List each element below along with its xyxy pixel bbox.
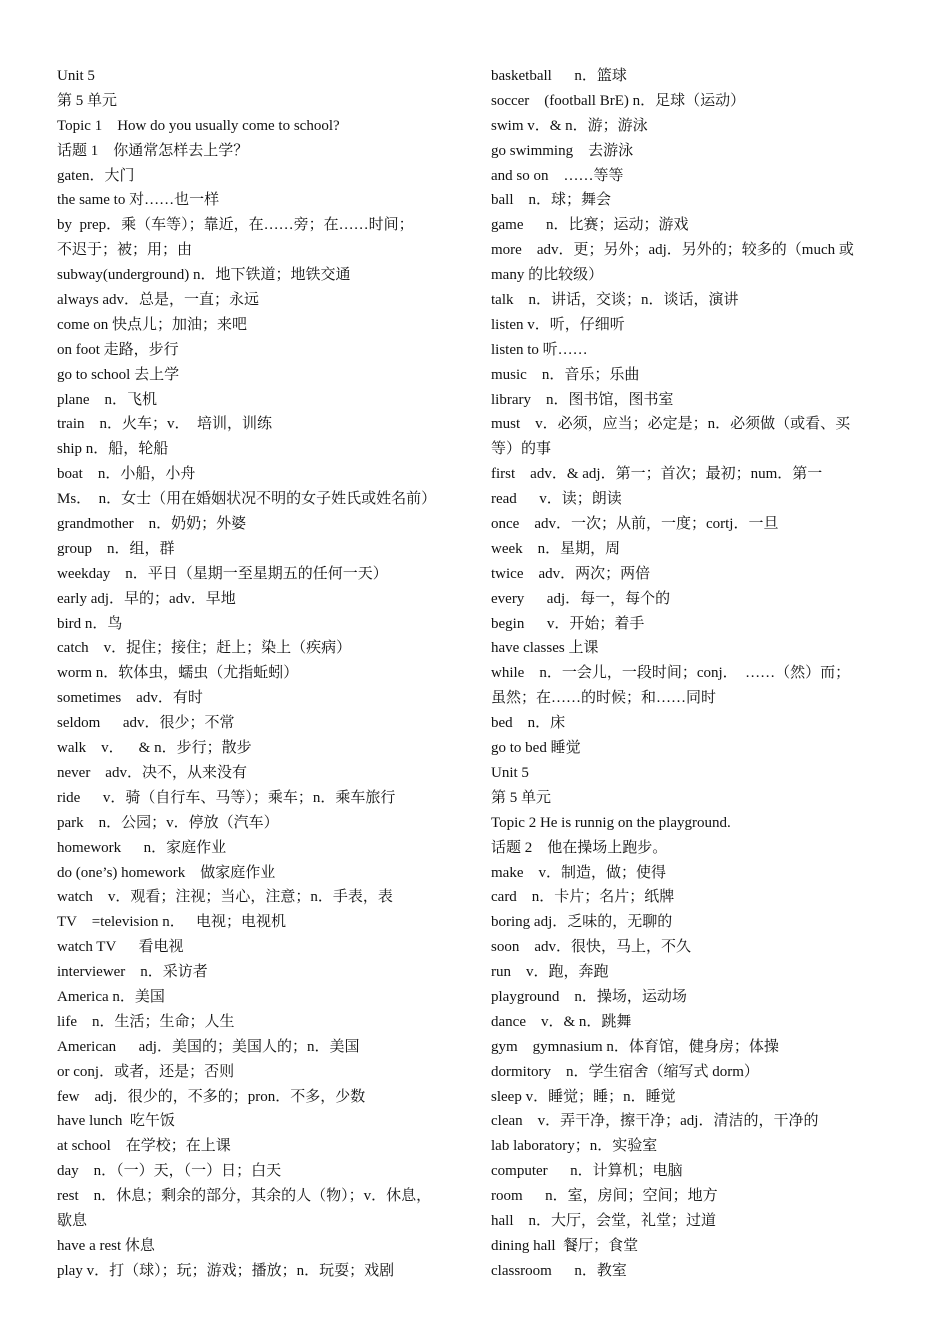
vocab-line: on foot 走路，步行 bbox=[57, 341, 179, 358]
vocab-line: ball n．球；舞会 bbox=[491, 192, 611, 209]
vocab-line: never adv．决不，从来没有 bbox=[57, 764, 247, 781]
vocab-line: boat n．小船，小舟 bbox=[57, 466, 196, 483]
vocab-line: plane n．飞机 bbox=[57, 391, 157, 408]
vocab-line: gaten．大门 bbox=[57, 167, 135, 184]
vocab-line: have classes 上课 bbox=[491, 640, 599, 657]
vocab-line: more adv．更；另外；adj．另外的；较多的（much 或 bbox=[491, 242, 854, 259]
vocab-line: hall n．大厅，会堂，礼堂；过道 bbox=[491, 1212, 716, 1229]
vocab-line: first adv．& adj．第一；首次；最初；num．第一 bbox=[491, 466, 823, 483]
vocab-line: group n．组，群 bbox=[57, 540, 175, 557]
vocab-line: 第 5 单元 bbox=[57, 92, 118, 109]
vocab-line: ship n．船，轮船 bbox=[57, 441, 169, 458]
vocab-line: while n．一会儿，一段时间；conj． ……（然）而； bbox=[491, 665, 851, 682]
vocab-line: dance v．& n．跳舞 bbox=[491, 1013, 632, 1030]
vocab-line: card n．卡片；名片；纸牌 bbox=[491, 889, 675, 906]
vocab-line: soon adv．很快，马上，不久 bbox=[491, 939, 691, 956]
vocab-line: many 的比较级） bbox=[491, 267, 604, 284]
vocab-line: worm n．软体虫，蠕虫（尤指蚯蚓） bbox=[57, 665, 299, 682]
vocab-line: catch v．捉住；接住；赶上；染上（疾病） bbox=[57, 640, 352, 657]
vocab-line: go swimming 去游泳 bbox=[491, 142, 634, 159]
vocab-line: Ms． n．女士（用在婚姻状况不明的女子姓氏或姓名前） bbox=[57, 491, 437, 508]
vocab-line: few adj．很少的，不多的；pron．不多，少数 bbox=[57, 1088, 366, 1105]
vocab-line: week n．星期，周 bbox=[491, 540, 621, 557]
vocab-line: seldom adv．很少；不常 bbox=[57, 715, 235, 732]
vocab-line: 话题 2 他在操场上跑步。 bbox=[491, 839, 668, 856]
vocab-line: American adj．美国的；美国人的；n．美国 bbox=[57, 1038, 360, 1055]
vocab-line: read v．读；朗读 bbox=[491, 491, 622, 508]
vocab-line: watch TV 看电视 bbox=[57, 939, 184, 956]
vocab-line: classroom n．教室 bbox=[491, 1262, 627, 1279]
vocab-line: rest n．休息；剩余的部分，其余的人（物）；v．休息， bbox=[57, 1188, 432, 1205]
vocab-line: soccer (football BrE) n．足球（运动） bbox=[491, 92, 746, 109]
vocab-line: room n．室，房间；空间；地方 bbox=[491, 1188, 718, 1205]
vocab-line: Unit 5 bbox=[57, 68, 95, 84]
vocab-line: 等）的事 bbox=[491, 441, 552, 458]
vocab-line: 歇息 bbox=[57, 1212, 88, 1229]
vocab-line: 第 5 单元 bbox=[491, 789, 552, 806]
vocab-line: playground n．操场，运动场 bbox=[491, 988, 687, 1005]
vocab-line: go to school 去上学 bbox=[57, 366, 180, 383]
vocab-line: basketball n．篮球 bbox=[491, 68, 627, 84]
vocab-line: day n．（一）天，（一）日；白天 bbox=[57, 1163, 282, 1180]
vocab-line: computer n．计算机；电脑 bbox=[491, 1163, 683, 1180]
vocab-line: have lunch 吃午饭 bbox=[57, 1113, 175, 1130]
vocab-line: by prep．乘（车等）；靠近，在……旁；在……时间； bbox=[57, 217, 414, 234]
vocab-line: early adj．早的；adv．早地 bbox=[57, 590, 236, 607]
vocab-line: make v．制造，做；使得 bbox=[491, 864, 666, 881]
vocab-line: train n．火车；v． 培训，训练 bbox=[57, 416, 272, 433]
vocab-line: every adj．每一，每个的 bbox=[491, 590, 671, 607]
vocab-line: library n．图书馆，图书室 bbox=[491, 391, 674, 408]
vocab-line: sometimes adv．有时 bbox=[57, 690, 203, 707]
vocab-line: bird n．鸟 bbox=[57, 615, 123, 632]
vocab-line: subway(underground) n．地下铁道；地铁交通 bbox=[57, 267, 351, 284]
vocab-line: talk n．讲话，交谈；n．谈话，演讲 bbox=[491, 292, 739, 309]
vocab-line: dormitory n．学生宿舍（缩写式 dorm） bbox=[491, 1063, 759, 1080]
vocab-line: must v．必须，应当；必定是；n．必须做（或看、买 bbox=[491, 416, 851, 433]
vocab-line: Topic 1 How do you usually come to school? bbox=[57, 117, 340, 134]
vocab-line: and so on ……等等 bbox=[491, 167, 624, 184]
vocab-line: run v．跑，奔跑 bbox=[491, 964, 609, 981]
vocab-line: 不迟于；被；用；由 bbox=[57, 242, 193, 259]
vocab-line: swim v．& n．游；游泳 bbox=[491, 117, 648, 134]
vocab-line: sleep v．睡觉；睡；n．睡觉 bbox=[491, 1088, 676, 1105]
vocab-line: TV =television n． 电视；电视机 bbox=[57, 914, 287, 931]
vocab-line: homework n．家庭作业 bbox=[57, 839, 227, 856]
vocab-line: weekday n．平日（星期一至星期五的任何一天） bbox=[57, 565, 388, 582]
vocab-line: come on 快点儿；加油；来吧 bbox=[57, 316, 247, 333]
vocab-line: grandmother n．奶奶；外婆 bbox=[57, 516, 247, 533]
vocab-line: America n．美国 bbox=[57, 988, 165, 1005]
vocab-line: Unit 5 bbox=[491, 764, 529, 781]
vocab-line: twice adv．两次；两倍 bbox=[491, 565, 651, 582]
vocab-line: bed n．床 bbox=[491, 715, 566, 732]
vocab-line: interviewer n．采访者 bbox=[57, 964, 208, 981]
vocab-line: listen v．听，仔细听 bbox=[491, 316, 625, 333]
vocab-line: lab laboratory；n．实验室 bbox=[491, 1138, 658, 1155]
vocab-line: watch v．观看；注视；当心，注意；n．手表，表 bbox=[57, 889, 393, 906]
vocab-line: or conj．或者，还是；否则 bbox=[57, 1063, 235, 1080]
vocab-line: gym gymnasium n．体育馆，健身房；体操 bbox=[491, 1038, 779, 1055]
vocab-line: always adv．总是，一直；永远 bbox=[57, 292, 260, 309]
vocab-line: life n．生活；生命；人生 bbox=[57, 1013, 235, 1030]
vocab-line: play v．打（球）；玩；游戏；播放；n．玩耍；戏剧 bbox=[57, 1262, 395, 1279]
vocab-line: do (one’s) homework 做家庭作业 bbox=[57, 864, 276, 881]
vocab-line: dining hall 餐厅；食堂 bbox=[491, 1237, 639, 1254]
vocab-line: have a rest 休息 bbox=[57, 1237, 155, 1254]
vocab-line: the same to 对……也一样 bbox=[57, 192, 220, 209]
vocab-line: begin v．开始；着手 bbox=[491, 615, 645, 632]
vocab-line: Topic 2 He is runnig on the playground. bbox=[491, 814, 731, 831]
vocab-line: park n．公园；v．停放（汽车） bbox=[57, 814, 279, 831]
vocab-line: ride v．骑（自行车、马等）；乘车；n．乘车旅行 bbox=[57, 789, 396, 806]
vocab-line: clean v．弄干净，擦干净；adj．清洁的，干净的 bbox=[491, 1113, 819, 1130]
right-column bbox=[491, 64, 895, 1284]
vocab-line: go to bed 睡觉 bbox=[491, 740, 581, 757]
vocab-line: 虽然；在……的时候；和……同时 bbox=[491, 690, 717, 707]
left-column bbox=[57, 64, 465, 1284]
vocab-line: walk v． & n．步行；散步 bbox=[57, 740, 252, 757]
vocab-line: once adv．一次；从前，一度；cortj．一旦 bbox=[491, 516, 779, 533]
vocab-line: 话题 1 你通常怎样去上学？ bbox=[57, 142, 249, 159]
vocab-line: game n．比赛；运动；游戏 bbox=[491, 217, 689, 234]
vocab-line: listen to 听…… bbox=[491, 341, 588, 358]
vocab-line: at school 在学校；在上课 bbox=[57, 1138, 231, 1155]
vocab-line: boring adj．乏味的，无聊的 bbox=[491, 914, 673, 931]
vocab-line: music n．音乐；乐曲 bbox=[491, 366, 640, 383]
